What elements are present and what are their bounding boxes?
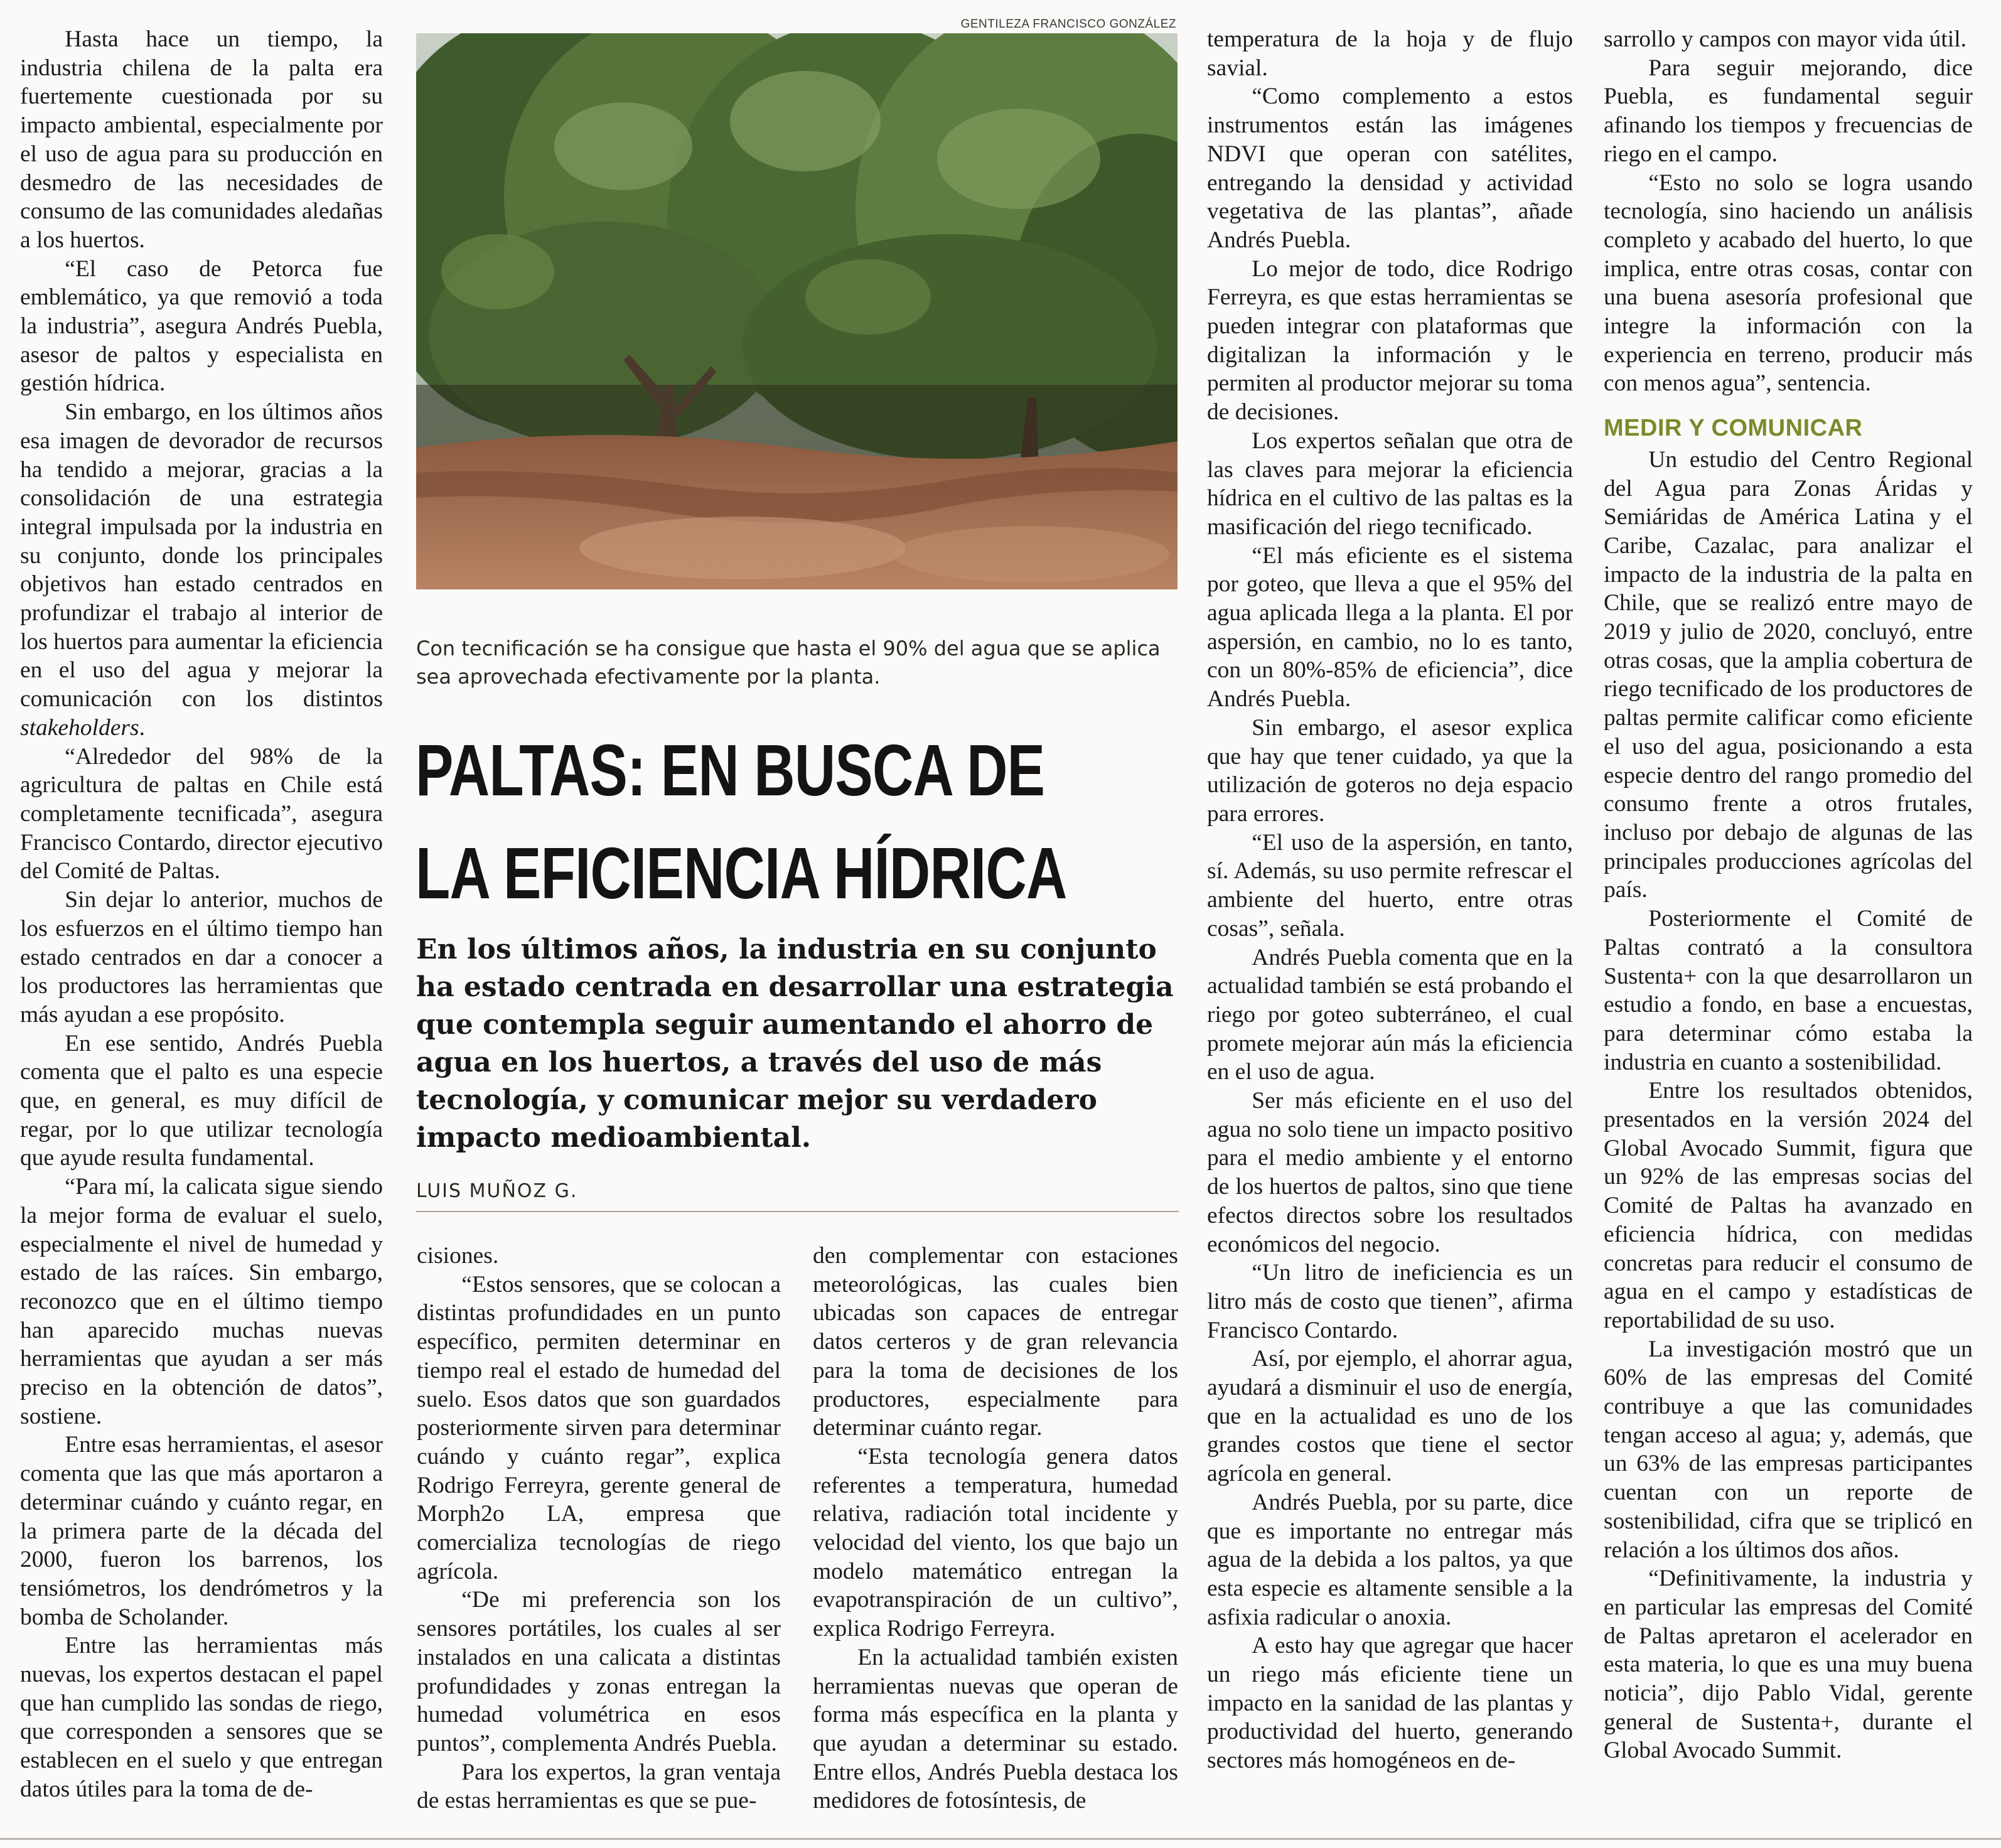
headline-line-2: LA EFICIENCIA HÍDRICA <box>416 832 1067 914</box>
paragraph: “Como complemento a estos instrumentos están las imágenes NDVI que operan con satélites, entregando la densidad y actividad vegetativa de las plantas”, añade Andrés Puebla. <box>1207 83 1573 253</box>
avocado-orchard-photo <box>416 33 1178 589</box>
article-deck: En los últimos años, la industria en su conjunto ha estado centrada en desarrollar una estrategia que contempla seguir aumentando el ahorro de agua en los huertos, a través del uso de más tecnología, y comunicar mejor su verdadero impacto medioambiental. <box>416 933 1174 1154</box>
paragraph: Para seguir mejorando, dice Puebla, es fundamental seguir afinando los tiempos y frecuencias de riego en el campo. <box>1604 55 1973 167</box>
paragraph: “Estos sensores, que se colocan a distintas profundidades en un punto específico, permiten determinar en tiempo real el estado de humedad del suelo. Esos datos que son guardados posteriormente sirven para determinar cuándo y cuánto regar”, explica Rodrigo Ferreyra, gerente general de Morph2o LA, empresa que comercializa tecnologías de riego agrícola. <box>417 1271 781 1584</box>
paragraph: Andrés Puebla, por su parte, dice que es importante no entregar más agua de la debida a los paltos, ya que esta especie es altamente sensible a la asfixia radicular o anoxia. <box>1207 1489 1573 1630</box>
paragraph: “El uso de la aspersión, en tanto, sí. Además, su uso permite refrescar el ambiente del huerto, entre otras cosas”, señala. <box>1207 829 1573 942</box>
paragraph: Andrés Puebla comenta que en la actualidad también se está probando el riego por goteo subterráneo, el cual promete mejorar aún más la eficiencia en el uso de agua. <box>1207 944 1573 1085</box>
article-column-3 <box>813 1242 1178 1815</box>
paragraph: cisiones. <box>417 1243 499 1269</box>
paragraph: Hasta hace un tiempo, la industria chilena de la palta era fuertemente cuestionada por su impacto ambiental, especialmente por el uso de agua para su producción en desmedro de las necesidades de consumo de las comunidades aledañas a los huertos. <box>20 26 383 253</box>
paragraph: den complementar con estaciones meteorológicas, las cuales bien ubicadas son capaces de entregar datos certeros y de gran relevancia para la toma de decisiones de los productores, especialmente para determinar cuánto regar. <box>813 1243 1178 1441</box>
italic-term: stakeholders <box>20 714 139 741</box>
headline-line-1: PALTAS: EN BUSCA DE <box>416 729 1045 811</box>
paragraph: En la actualidad también existen herramientas nuevas que operan de forma más específica en la planta y que ayudan a determinar su estado. Entre ellos, Andrés Puebla destaca los medidores de fotosíntesis, de <box>813 1644 1178 1814</box>
paragraph: Entre esas herramientas, el asesor comenta que las que más aportaron a determinar cuándo y cuánto regar, en la primera parte de la década del 2000, fueron los barrenos, los tensiómetros, los dendrómetros y la bomba de Scholander. <box>20 1432 383 1630</box>
paragraph: Sin embargo, el asesor explica que hay que tener cuidado, ya que la utilización de goteros no deja espacio para errores. <box>1207 714 1573 827</box>
paragraph: A esto hay que agregar que hacer un riego más eficiente tiene un impacto en la sanidad de las plantas y productividad del huerto, generando sectores más homogéneos en de- <box>1207 1633 1573 1774</box>
photo-caption: Con tecnificación se ha consigue que hasta el 90% del agua que se aplica sea aprovechada efectivamente por la planta. <box>416 637 1161 689</box>
article-column-1 <box>20 25 383 1804</box>
section-subhead: MEDIR Y COMUNICAR <box>1604 415 1863 442</box>
paragraph: Los expertos señalan que otra de las claves para mejorar la eficiencia hídrica en el cultivo de las paltas es la masificación del riego tecnificado. <box>1207 427 1573 540</box>
paragraph: “Esta tecnología genera datos referentes a temperatura, humedad relativa, radiación total incidente y velocidad del viento, los que bajo un modelo matemático entregan la evapotranspiración de un cultivo”, explica Rodrigo Ferreyra. <box>813 1443 1178 1642</box>
paragraph: “Esto no solo se logra usando tecnología, sino haciendo un análisis completo y acabado del huerto, lo que implica, entre otras cosas, contar con una buena asesoría profesional que integre la información con la experiencia en terreno, producir más con menos agua”, sentencia. <box>1604 169 1973 397</box>
article-headline <box>416 719 1067 925</box>
paragraph: “Definitivamente, la industria y en particular las empresas del Comité de Paltas apretaron el acelerador en esta materia, lo que es una muy buena noticia”, dijo Pablo Vidal, gerente general de Sustenta+, durante el Global Avocado Summit. <box>1604 1566 1973 1764</box>
paragraph: “De mi preferencia son los sensores portátiles, los cuales al ser instalados en una calicata a distintas profundidades y zonas entregan la humedad volumétrica en esos puntos”, complementa Andrés Puebla. <box>417 1587 781 1756</box>
paragraph: “El más eficiente es el sistema por goteo, que lleva a que el 95% del agua aplicada llega a la planta. El por aspersión, en cambio, no lo es tanto, con un 80%-85% de eficiencia”, dice Andrés Puebla. <box>1207 542 1573 712</box>
paragraph: temperatura de la hoja y de flujo savial. <box>1207 26 1573 81</box>
paragraph: Un estudio del Centro Regional del Agua para Zonas Áridas y Semiáridas de América Latina y el Caribe, Cazalac, para analizar el impacto de la industria de la palta en Chile, que se realizó entre mayo de 2019 y julio de 2020, concluyó, entre otras cosas, que la amplia cobertura de riego tecnificado de los productores de paltas permite calificar como eficiente el uso del agua, posicionando a esta especie dentro del rango promedio del consumo frente a otros frutales, incluso por debajo de algunas de las principales producciones agrícolas del país. <box>1604 446 1973 903</box>
paragraph: Posteriormente el Comité de Paltas contrató a la consultora Sustenta+ con la que desarrollaron un estudio a fondo, en base a encuestas, para determinar cómo estaba la industria en cuanto a sostenibilidad. <box>1604 906 1973 1075</box>
paragraph: “Un litro de ineficiencia es un litro más de costo que tienen”, afirma Francisco Contardo. <box>1207 1260 1573 1343</box>
paragraph: “Alrededor del 98% de la agricultura de paltas en Chile está completamente tecnificada”, asegura Francisco Contardo, director ejecutivo del Comité de Paltas. <box>20 743 383 884</box>
paragraph: En ese sentido, Andrés Puebla comenta que el palto es una especie que, en general, es muy difícil de regar, por lo que utilizar tecnología que ayude resulta fundamental. <box>20 1030 383 1171</box>
paragraph: Entre las herramientas más nuevas, los expertos destacan el papel que han cumplido las sondas de riego, que corresponden a sensores que se establecen en el suelo y que entregan datos útiles para la toma de de- <box>20 1633 383 1802</box>
photo-credit: GENTILEZA FRANCISCO GONZÁLEZ <box>960 18 1176 31</box>
paragraph: Lo mejor de todo, dice Rodrigo Ferreyra, es que estas herramientas se pueden integrar con plataformas que digitalizan la información y le permiten al productor mejorar su toma de decisiones. <box>1207 255 1573 426</box>
paragraph: Ser más eficiente en el uso del agua no solo tiene un impacto positivo para el medio ambiente y el entorno de los huertos de paltos, sino que tiene efectos directos sobre los resultados económicos del negocio. <box>1207 1088 1573 1257</box>
paragraph: Para los expertos, la gran ventaja de estas herramientas es que se pue- <box>417 1759 781 1814</box>
paragraph: sarrollo y campos con mayor vida útil. <box>1604 26 1966 52</box>
paragraph: Sin dejar lo anterior, muchos de los esfuerzos en el último tiempo han estado centrados en dar a conocer a los productores las herramientas que más ayudan a ese propósito. <box>20 887 383 1028</box>
page-bottom-rule <box>0 1838 2001 1840</box>
article-column-4 <box>1207 25 1573 1775</box>
paragraph: La investigación mostró que un 60% de las empresas del Comité contribuye a que las comunidades tengan acceso al agua; y, además, que un 63% de las empresas participantes cuentan con un reporte de sostenibilidad, cifra que se triplicó en relación a los últimos dos años. <box>1604 1336 1973 1563</box>
paragraph: “Para mí, la calicata sigue siendo la mejor forma de evaluar el suelo, especialmente el nivel de humedad y estado de las raíces. Sin embargo, reconozco que en el último tiempo han aparecido muchas nuevas herramientas que ayudan a ser más preciso en la obtención de datos”, sostiene. <box>20 1174 383 1429</box>
paragraph: “El caso de Petorca fue emblemático, ya que removió a toda la industria”, asegura Andrés Puebla, asesor de paltos y especialista en gestión hídrica. <box>20 255 383 397</box>
article-column-5 <box>1604 25 1973 1765</box>
byline: LUIS MUÑOZ G. <box>416 1180 578 1202</box>
paragraph: Sin embargo, en los últimos años esa imagen de devorador de recursos ha tendido a mejorar, gracias a la consolidación de una estrategia integral impulsada por la industria en su conjunto, donde los principales objetivos han estado centrados en profundizar el trabajo al interior de los huertos para aumentar la eficiencia en el uso del agua y mejorar la comunicación con los distintos stakeholders. <box>20 399 383 741</box>
paragraph: Entre los resultados obtenidos, presentados en la versión 2024 del Global Avocado Summit, figura que un 92% de las empresas socias del Comité de Paltas ha avanzado en eficiencia hídrica, con medidas concretas para reducir el consumo de agua en el campo y estadísticas de reportabilidad de su uso. <box>1604 1078 1973 1333</box>
article-column-2 <box>417 1242 781 1815</box>
divider <box>416 1211 1179 1212</box>
paragraph: Así, por ejemplo, el ahorrar agua, ayudará a disminuir el uso de energía, que en la actualidad es uno de los grandes costos que tiene el sector agrícola en general. <box>1207 1346 1573 1487</box>
